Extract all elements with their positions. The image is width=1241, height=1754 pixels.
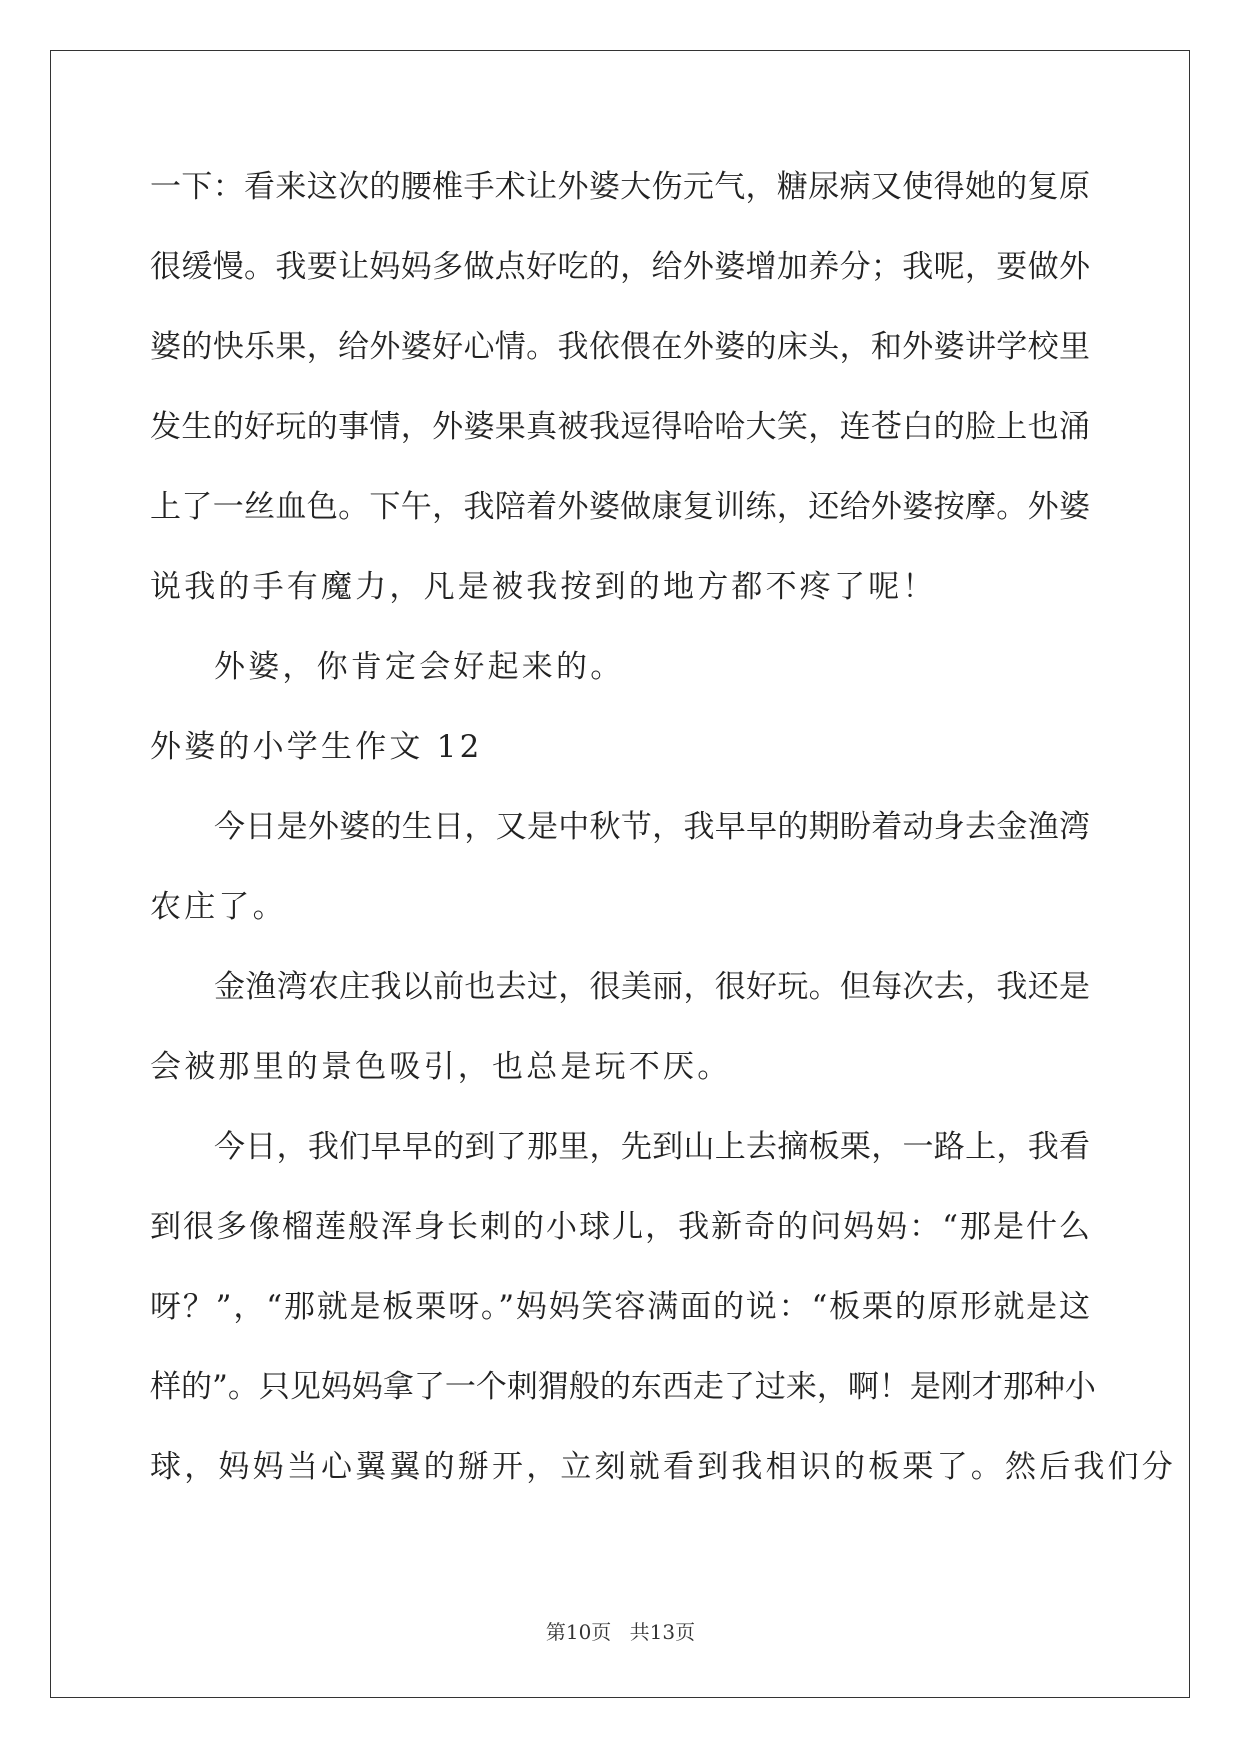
text-line: 一下：看来这次的腰椎手术让外婆大伤元气，糖尿病又使得她的复原 [150,169,1090,205]
text-line: 说我的手有魔力，凡是被我按到的地方都不疼了呢！ [150,569,937,605]
text-line: 样的”。只见妈妈拿了一个刺猬般的东西走了过来，啊！是刚才那种小 [150,1369,1096,1405]
page-footer [0,1616,1241,1645]
text-line: 到很多像榴莲般浑身长刺的小球儿，我新奇的问妈妈：“那是什么 [150,1209,1090,1245]
text-line: 今日，我们早早的到了那里，先到山上去摘板栗，一路上，我看 [214,1129,1090,1165]
paragraph [150,800,1090,960]
text-line: 发生的好玩的事情，外婆果真被我逗得哈哈大笑，连苍白的脸上也涌 [150,409,1090,445]
page-number: 第10页 [545,1620,612,1644]
text-line: 会被那里的景色吸引，也总是玩不厌。 [150,1049,732,1085]
paragraph [150,1120,1176,1520]
text-line: 球，妈妈当心翼翼的掰开，立刻就看到我相识的板栗了。然后我们分 [150,1449,1176,1485]
paragraph [150,640,1090,720]
section-heading [150,720,1090,800]
heading-text: 外婆的小学生作文 12 [150,729,483,765]
document-body [150,160,1176,1520]
text-line: 外婆，你肯定会好起来的。 [214,649,625,685]
text-line: 婆的快乐果，给外婆好心情。我依偎在外婆的床头，和外婆讲学校里 [150,329,1090,365]
text-line: 很缓慢。我要让妈妈多做点好吃的，给外婆增加养分；我呢，要做外 [150,249,1090,285]
paragraph [150,960,1090,1120]
text-line: 金渔湾农庄我以前也去过，很美丽，很好玩。但每次去，我还是 [214,969,1090,1005]
text-line: 农庄了。 [150,889,287,925]
text-line: 呀？”，“那就是板栗呀。”妈妈笑容满面的说：“板栗的原形就是这 [150,1289,1090,1325]
text-line: 今日是外婆的生日，又是中秋节，我早早的期盼着动身去金渔湾 [214,809,1090,845]
page-total: 共13页 [629,1620,696,1644]
text-line: 上了一丝血色。下午，我陪着外婆做康复训练，还给外婆按摩。外婆 [150,489,1090,525]
paragraph [150,160,1090,640]
